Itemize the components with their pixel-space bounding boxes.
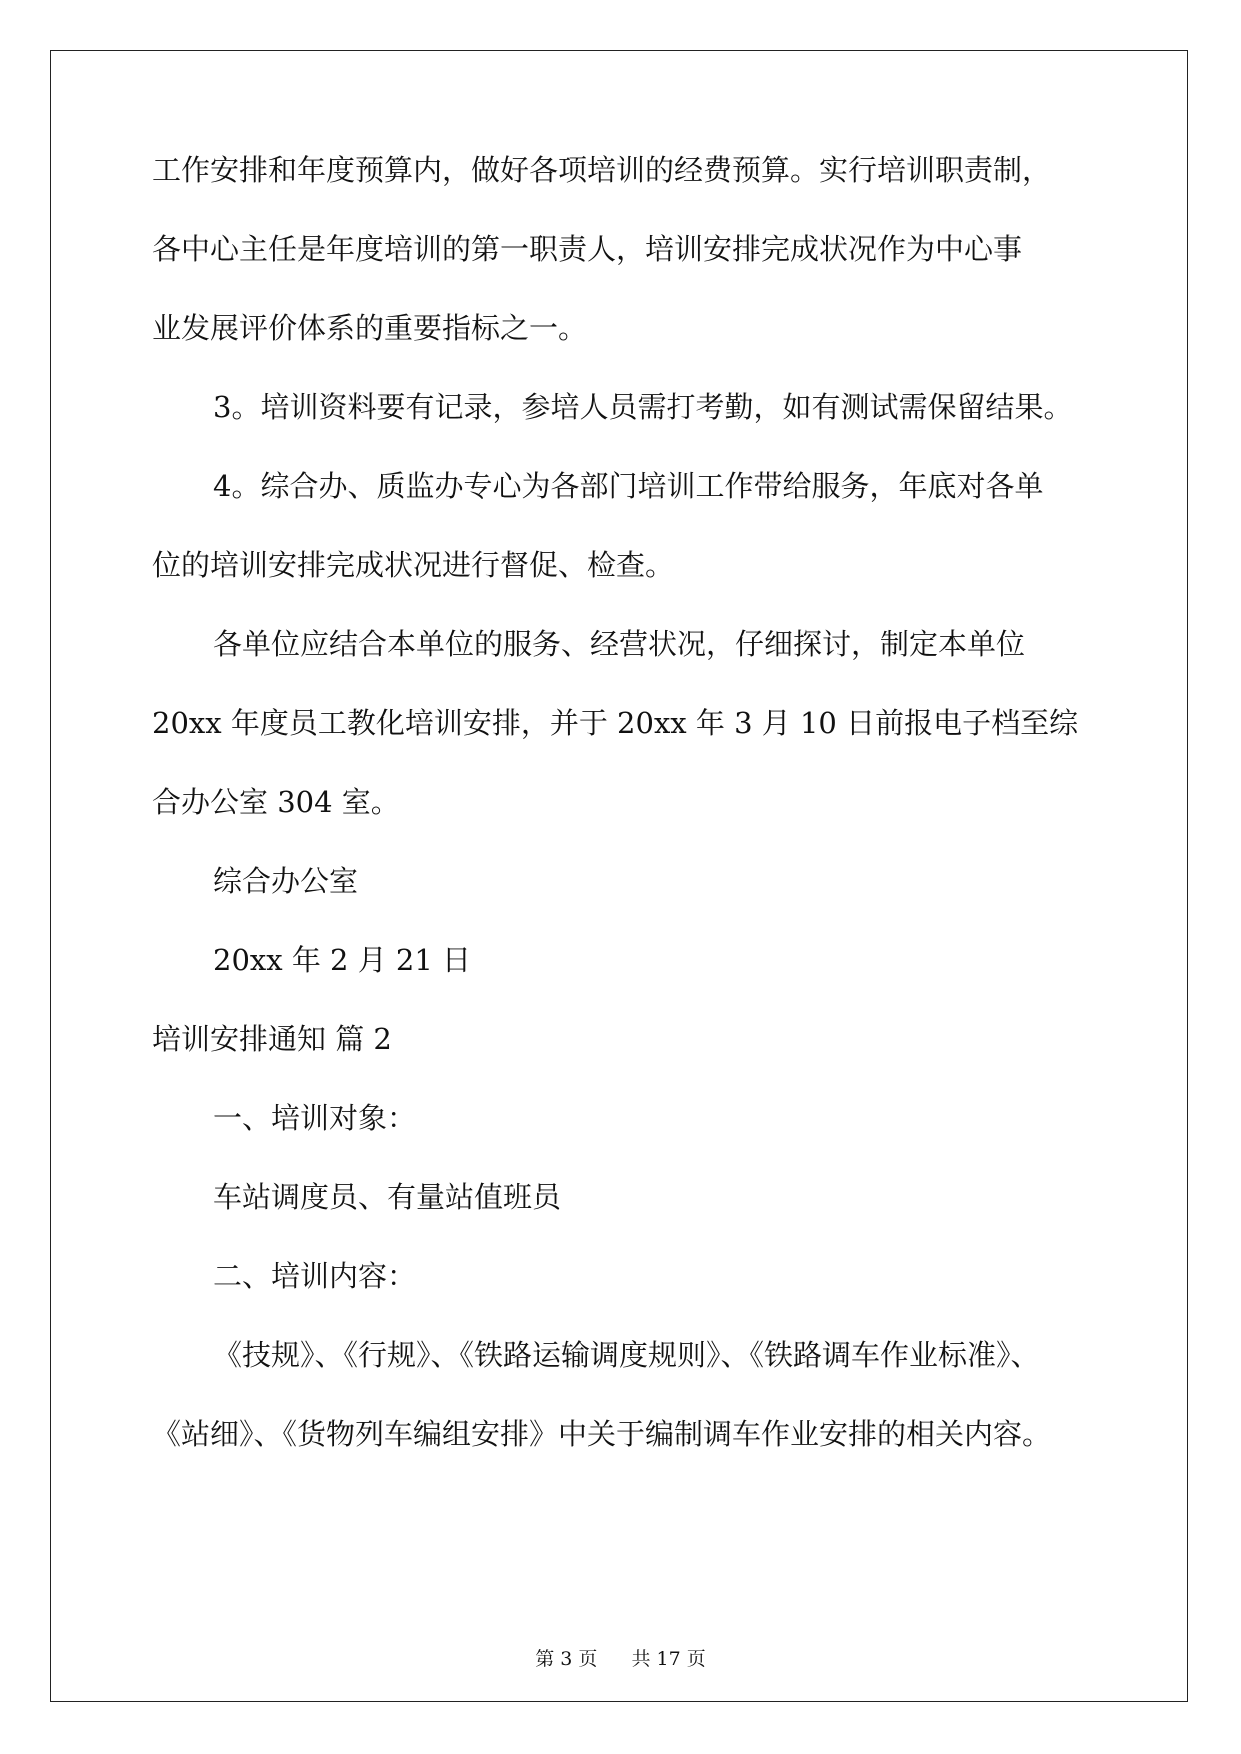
paragraph-line: 车站调度员、有量站值班员 bbox=[213, 1180, 562, 1214]
section-heading: 培训安排通知 篇 2 bbox=[152, 1022, 392, 1056]
paragraph-line: 《技规》、《行规》、《铁路运输调度规则》、《铁路调车作业标准》、 bbox=[213, 1338, 1040, 1372]
page-total: 共 17 页 bbox=[631, 1648, 706, 1670]
list-heading: 一、培训对象： bbox=[213, 1101, 417, 1135]
paragraph-line: 各单位应结合本单位的服务、经营状况，仔细探讨，制定本单位 bbox=[213, 627, 1026, 661]
paragraph-line: 工作安排和年度预算内，做好各项培训的经费预算。实行培训职责制， bbox=[152, 153, 1052, 187]
paragraph-line: 3。培训资料要有记录，参培人员需打考勤，如有测试需保留结果。 bbox=[213, 390, 1073, 424]
paragraph-line: 位的培训安排完成状况进行督促、检查。 bbox=[152, 548, 675, 582]
paragraph-line: 4。综合办、质监办专心为各部门培训工作带给服务，年底对各单 bbox=[213, 469, 1044, 503]
page-footer bbox=[0, 1644, 1241, 1671]
page-number: 第 3 页 bbox=[535, 1648, 598, 1670]
signature-office: 综合办公室 bbox=[213, 864, 359, 898]
signature-date: 20xx 年 2 月 21 日 bbox=[213, 943, 472, 977]
paragraph-line: 《站细》、《货物列车编组安排》中关于编制调车作业安排的相关内容。 bbox=[152, 1417, 1052, 1451]
paragraph-line: 业发展评价体系的重要指标之一。 bbox=[152, 311, 588, 345]
paragraph-line: 20xx 年度员工教化培训安排，并于 20xx 年 3 月 10 日前报电子档至综 bbox=[152, 706, 1079, 740]
paragraph-line: 合办公室 304 室。 bbox=[152, 785, 400, 819]
list-heading: 二、培训内容： bbox=[213, 1259, 417, 1293]
paragraph-line: 各中心主任是年度培训的第一职责人，培训安排完成状况作为中心事 bbox=[152, 232, 1023, 266]
